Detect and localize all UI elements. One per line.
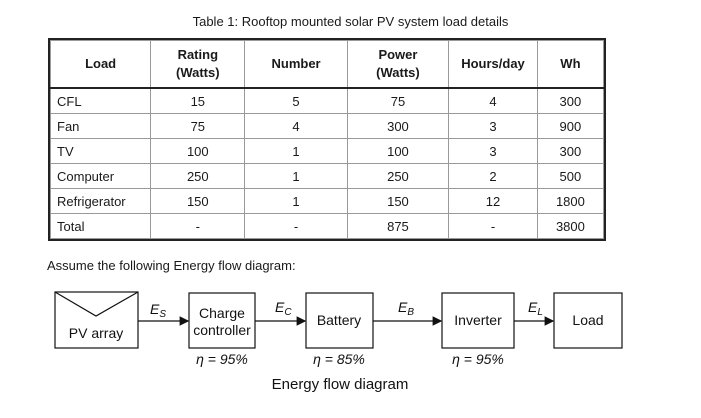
inverter-block <box>442 293 514 348</box>
load-details-table <box>50 40 604 239</box>
cell-rating: 75 <box>151 114 245 139</box>
charge-controller-label-line1: Charge <box>199 305 245 321</box>
cell-hours: 3 <box>449 114 538 139</box>
cell-number: 1 <box>245 139 347 164</box>
charge-controller-label-line2: controller <box>193 322 251 338</box>
pv-array-label: PV array <box>68 325 124 341</box>
cell-load: Total <box>51 214 151 239</box>
inverter-label: Inverter <box>454 312 502 328</box>
pv-array-block <box>55 292 138 348</box>
cell-rating: 15 <box>151 88 245 114</box>
cell-hours: - <box>449 214 538 239</box>
header-number: Number <box>245 41 347 89</box>
cell-power: 250 <box>347 164 449 189</box>
cell-power: 100 <box>347 139 449 164</box>
energy-flow-diagram <box>0 280 701 400</box>
label-ec: $E_C$ <box>275 299 292 318</box>
efficiency-inverter: η = 95% <box>452 351 504 367</box>
cell-wh: 500 <box>537 164 603 189</box>
header-hours: Hours/day <box>449 41 538 89</box>
table-row <box>51 164 604 189</box>
table-row <box>51 114 604 139</box>
label-eb: $E_B$ <box>398 299 415 318</box>
table-row <box>51 189 604 214</box>
charge-controller-block <box>189 293 255 348</box>
header-wh: Wh <box>537 41 603 89</box>
load-label: Load <box>572 312 604 328</box>
table-caption: Table 1: Rooftop mounted solar PV system load details <box>192 14 509 29</box>
cell-number: 1 <box>245 164 347 189</box>
label-el: $E_L$ <box>528 299 543 318</box>
cell-number: 5 <box>245 88 347 114</box>
cell-load: Refrigerator <box>51 189 151 214</box>
diagram-caption: Energy flow diagram <box>271 376 409 393</box>
cell-wh: 300 <box>537 88 603 114</box>
cell-rating: - <box>151 214 245 239</box>
cell-hours: 3 <box>449 139 538 164</box>
header-rating <box>151 41 245 89</box>
cell-rating: 150 <box>151 189 245 214</box>
header-load: Load <box>51 41 151 89</box>
cell-power: 875 <box>347 214 449 239</box>
battery-label: Battery <box>316 312 362 328</box>
table-header-row <box>51 41 604 89</box>
cell-load: Computer <box>51 164 151 189</box>
assumption-text: Assume the following Energy flow diagram: <box>47 258 296 273</box>
cell-wh: 300 <box>537 139 603 164</box>
load-block <box>554 293 622 348</box>
header-power-text: Power (Watts) <box>376 47 420 80</box>
cell-wh: 3800 <box>537 214 603 239</box>
cell-number: - <box>245 214 347 239</box>
cell-load: Fan <box>51 114 151 139</box>
table-row <box>51 88 604 114</box>
cell-hours: 4 <box>449 88 538 114</box>
efficiency-battery: η = 85% <box>313 351 365 367</box>
table-row-total <box>51 214 604 239</box>
cell-hours: 12 <box>449 189 538 214</box>
cell-power: 150 <box>347 189 449 214</box>
label-es: $E_S$ <box>150 301 167 320</box>
header-power <box>347 41 449 89</box>
table-row <box>51 139 604 164</box>
cell-number: 1 <box>245 189 347 214</box>
cell-rating: 100 <box>151 139 245 164</box>
header-rating-text: Rating (Watts) <box>176 47 220 80</box>
cell-rating: 250 <box>151 164 245 189</box>
cell-power: 300 <box>347 114 449 139</box>
cell-load: CFL <box>51 88 151 114</box>
cell-hours: 2 <box>449 164 538 189</box>
cell-wh: 1800 <box>537 189 603 214</box>
cell-number: 4 <box>245 114 347 139</box>
cell-load: TV <box>51 139 151 164</box>
cell-power: 75 <box>347 88 449 114</box>
cell-wh: 900 <box>537 114 603 139</box>
efficiency-charge: η = 95% <box>196 351 248 367</box>
battery-block <box>306 293 373 348</box>
